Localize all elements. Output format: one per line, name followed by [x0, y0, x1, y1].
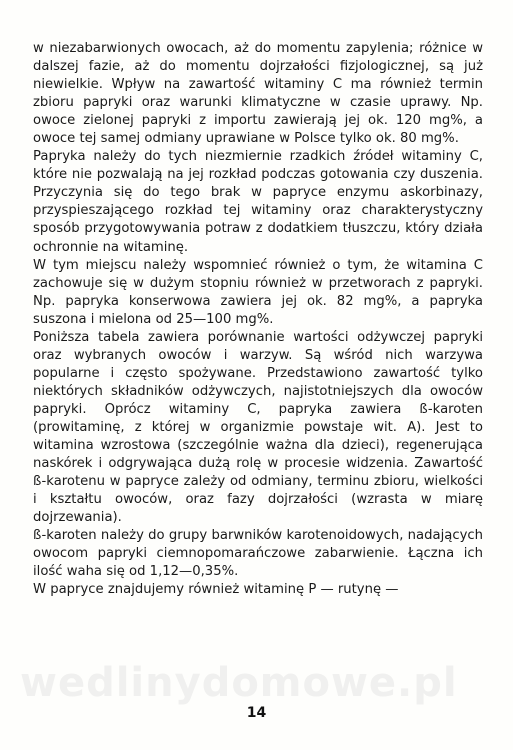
page-number: 14 [246, 705, 267, 721]
paragraph-1: w niezabarwionych owocach, aż do momentu zapylenia; różnice w dalszej fazie, aż do momentu dojrzałości fizjologicznej, są już niewielkie. Wpływ na zawartość witaminy C ma również termin zbioru papryki oraz warunki klimatyczne w czasie uprawy. Np. owoce zielonej papryki z importu zawierają jej ok. 120 mg%, a owoce tej samej odmiany uprawiane w Polsce tylko ok. 80 mg%. [33, 41, 483, 147]
paragraph-5: ß-karoten należy do grupy barwników karotenoidowych, nadających owocom papryki ciemnopomarańczowe zabarwienie. Łączna ich ilość waha się od 1,12—0,35%. [33, 528, 483, 580]
body-text [33, 40, 483, 599]
watermark: wedlinydomowe.pl [20, 660, 458, 706]
paragraph-4: Poniższa tabela zawiera porównanie wartości odżywczej papryki oraz wybranych owoców i warzyw. Są wśród nich warzywa popularne i często spożywane. Przedstawiono zawartość tylko niektórych składników odżywczych, najistotniejszych dla owoców papryki. Oprócz witaminy C, papryka zawiera ß-karoten (prowitaminę, z której w organizmie powstaje wit. A). Jest to witamina wzrostowa (szczególnie ważna dla dzieci), regenerująca naskórek i odgrywająca dużą rolę w procesie widzenia. Zawartość ß-karotenu w papryce zależy od odmiany, terminu zbioru, wielkości i kształtu owoców, oraz fazy dojrzałości (wzrasta w miarę dojrzewania). [33, 329, 483, 526]
paragraph-2: Papryka należy do tych niezmiernie rzadkich źródeł witaminy C, które nie pozwalają na jej rozkład podczas gotowania czy duszenia. Przyczynia się do tego brak w papryce enzymu askorbinazy, przyspieszającego rozkład tej witaminy oraz charakterystyczny sposób przygotowywania potraw z dodatkiem tłuszczu, który działa ochronnie na witaminę. [33, 149, 483, 255]
paragraph-3: W tym miejscu należy wspomnieć również o tym, że witamina C zachowuje się w dużym stopniu również w przetworach z papryki. Np. papryka konserwowa zawiera jej ok. 82 mg%, a papryka suszona i mielona od 25—100 mg%. [33, 257, 483, 327]
paragraph-6: W papryce znajdujemy również witaminę P — rutynę — [33, 582, 399, 598]
